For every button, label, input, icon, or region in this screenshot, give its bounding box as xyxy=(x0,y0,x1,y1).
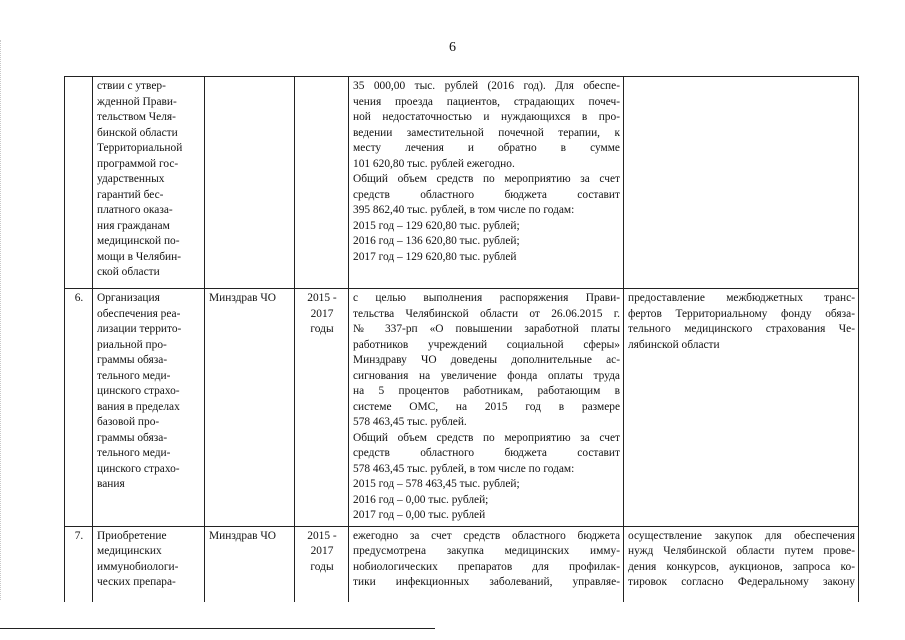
text-line: жденной Прави- xyxy=(97,95,177,108)
row-number: 6. xyxy=(65,289,93,527)
text-line: ской области xyxy=(97,266,160,278)
executor-cell: Минздрав ЧО xyxy=(205,526,295,602)
text-line: Территориальной xyxy=(97,142,183,154)
measure-name-cell xyxy=(93,526,205,602)
text-line: 2017 xyxy=(310,545,334,557)
text-line: Общий объем средств по мероприятию за счет xyxy=(353,173,620,185)
text-line: риальной про- xyxy=(97,338,167,351)
text-line: 2015 - xyxy=(307,292,337,304)
text-line: тировок согласно Федеральному закону xyxy=(628,576,855,588)
text-line: 2017 год – 0,00 тыс. рублей xyxy=(353,509,486,521)
text-line: 578 463,45 тыс. рублей. xyxy=(353,416,467,428)
table-row xyxy=(65,526,859,602)
text-line: Приобретение xyxy=(97,529,167,542)
text-line: осуществление закупок для обеспечения xyxy=(628,529,855,542)
text-line: цинского страхо- xyxy=(97,385,180,397)
text-line: 395 862,40 тыс. рублей, в том числе по годам: xyxy=(353,204,575,216)
text-line: ударственных xyxy=(97,173,165,185)
text-line: цинского страхо- xyxy=(97,462,180,475)
text-line: гарантий бес- xyxy=(97,188,164,201)
text-line: 101 620,80 тыс. рублей ежегодно. xyxy=(353,157,515,170)
text-line: фертов Территориальному фонду обяза- xyxy=(628,307,855,320)
text-line: лябинской области xyxy=(628,338,720,351)
text-line: тельного меди- xyxy=(97,447,171,459)
result-cell xyxy=(624,289,859,527)
text-line: вания в пределах xyxy=(97,400,180,413)
text-line: вания xyxy=(97,478,125,490)
text-line: сигнования на увеличение фонда оплаты труда xyxy=(353,369,620,382)
text-line: тельного меди- xyxy=(97,369,171,382)
text-line: тельного медицинского страхования Че- xyxy=(628,323,855,335)
table-row xyxy=(65,77,859,289)
text-line: 578 463,45 тыс. рублей, в том числе по годам: xyxy=(353,462,575,475)
result-cell xyxy=(624,77,859,289)
text-line: нужд Челябинской области путем прове- xyxy=(628,545,855,557)
description-cell xyxy=(349,526,624,602)
text-line: 2015 год – 129 620,80 тыс. рублей; xyxy=(353,219,520,232)
text-line: № 337-рп «О повышении заработной платы xyxy=(353,323,620,335)
text-line: нобиологических препаратов для профилак- xyxy=(353,560,620,573)
scan-edge-artifact xyxy=(0,40,11,600)
years-cell xyxy=(295,77,349,289)
text-line: платного оказа- xyxy=(97,204,173,216)
table-row xyxy=(65,289,859,527)
text-line: средств областного бюджета составит xyxy=(353,188,620,201)
text-line: Общий объем средств по мероприятию за счет xyxy=(353,431,620,444)
row-number: 7. xyxy=(65,526,93,602)
text-line: Организация xyxy=(97,292,160,304)
text-line: работников учреждений социальной сферы» xyxy=(353,338,620,351)
text-line: средств областного бюджета составит xyxy=(353,447,620,459)
text-line: медицинских xyxy=(97,545,162,557)
text-line: ческих препара- xyxy=(97,576,176,588)
executor-cell: Минздрав ЧО xyxy=(205,289,295,527)
result-cell xyxy=(624,526,859,602)
description-cell xyxy=(349,289,624,527)
text-line: лизации террито- xyxy=(97,323,182,335)
text-line: 35 000,00 тыс. рублей (2016 год). Для обеспе- xyxy=(353,80,620,92)
text-line: чения проезда пациентов, страдающих почеч- xyxy=(353,95,620,108)
text-line: базовой про- xyxy=(97,416,160,428)
text-line: Минздраву ЧО доведены дополнительные ас- xyxy=(353,354,620,366)
text-line: тики инфекционных заболеваний, управляе- xyxy=(353,576,620,588)
description-cell xyxy=(349,77,624,289)
years-cell xyxy=(295,526,349,602)
text-line: 2015 - xyxy=(307,529,337,542)
text-line: программой гос- xyxy=(97,157,179,170)
text-line: граммы обяза- xyxy=(97,354,168,366)
footer-rule xyxy=(0,628,435,629)
text-line: на 5 процентов работникам, работающим в xyxy=(353,385,620,397)
text-line: 2016 год – 136 620,80 тыс. рублей; xyxy=(353,235,520,247)
executor-cell xyxy=(205,77,295,289)
years-cell xyxy=(295,289,349,527)
text-line: граммы обяза- xyxy=(97,431,168,444)
text-line: 2016 год – 0,00 тыс. рублей; xyxy=(353,493,489,506)
text-line: ной недостаточностью и нуждающихся в про- xyxy=(353,111,620,123)
text-line: 2017 xyxy=(310,307,334,320)
text-line: месту лечения и обратно в сумме xyxy=(353,142,620,154)
text-line: ния гражданам xyxy=(97,219,170,232)
text-line: тельством Челя- xyxy=(97,111,176,123)
text-line: медицинской по- xyxy=(97,235,180,247)
page-number: 6 xyxy=(449,40,456,55)
text-line: с целью выполнения распоряжения Прави- xyxy=(353,292,620,304)
measures-table xyxy=(64,76,859,602)
text-line: иммунобиологи- xyxy=(97,560,179,573)
text-line: системе ОМС, на 2015 год в размере xyxy=(353,400,620,413)
text-line: предоставление межбюджетных транс- xyxy=(628,292,855,304)
text-line: 2017 год – 129 620,80 тыс. рублей xyxy=(353,250,517,263)
text-line: ведении заместительной почечной терапии, к xyxy=(353,126,620,139)
text-line: 2015 год – 578 463,45 тыс. рублей; xyxy=(353,478,520,490)
text-line: годы xyxy=(310,560,334,573)
text-line: бинской области xyxy=(97,126,178,139)
text-line: ежегодно за счет средств областного бюджета xyxy=(353,529,620,542)
text-line: дения конкурсов, аукционов, запроса ко- xyxy=(628,560,855,573)
text-line: мощи в Челябин- xyxy=(97,250,182,263)
text-line: предусмотрена закупка медицинских имму- xyxy=(353,545,620,557)
text-line: тельства Челябинской области от 26.06.2015 г. xyxy=(353,307,620,320)
text-line: ствии с утвер- xyxy=(97,80,166,92)
measure-name-cell xyxy=(93,77,205,289)
text-line: обеспечения реа- xyxy=(97,307,181,320)
text-line: годы xyxy=(310,323,334,335)
measure-name-cell xyxy=(93,289,205,527)
row-number xyxy=(65,77,93,289)
